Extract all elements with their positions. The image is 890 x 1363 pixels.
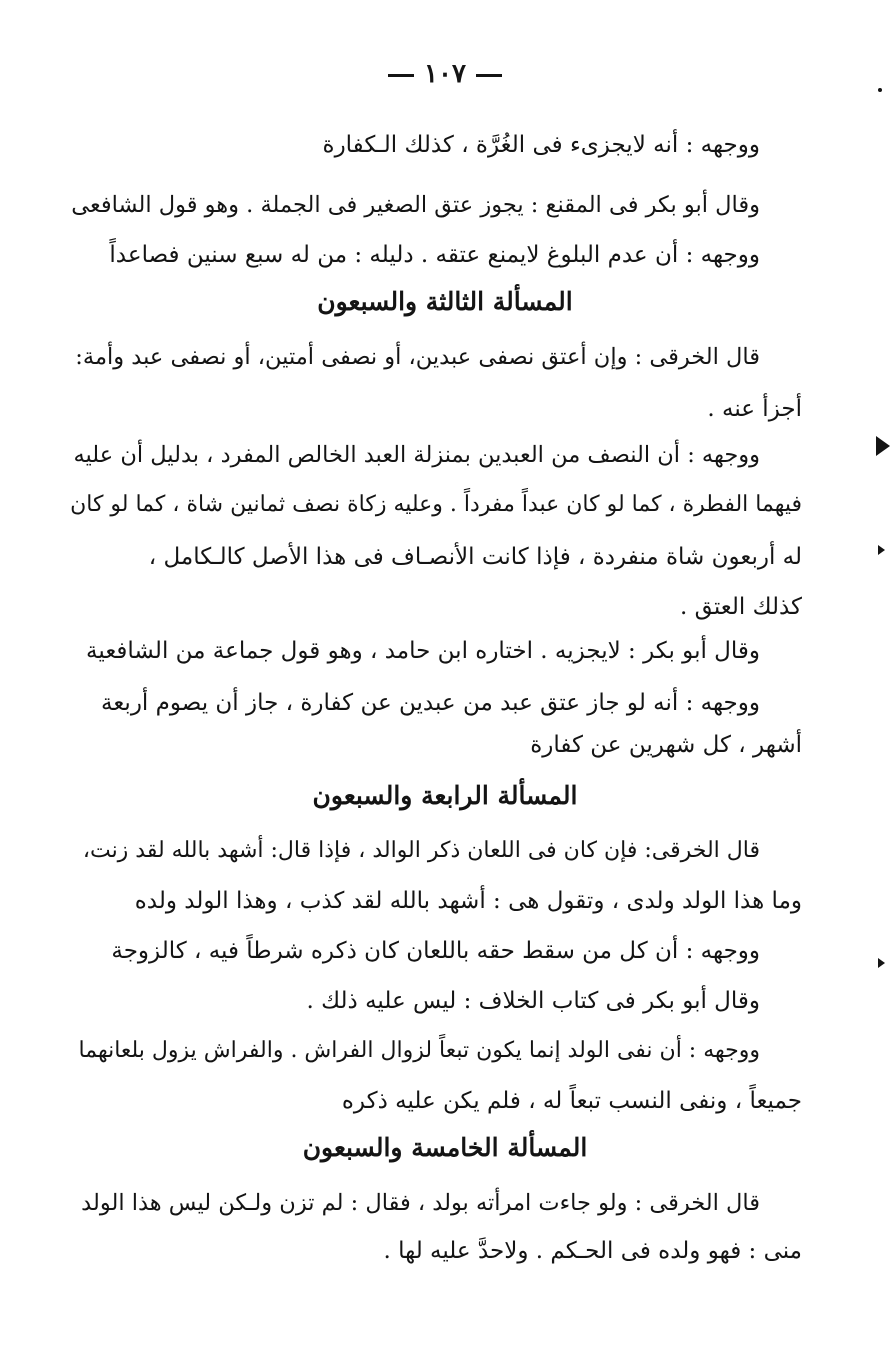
page-number-dash-left [388, 74, 414, 77]
text-line: ووجهه : أنه لو جاز عتق عبد من عبدين عن كفارة ، جاز أن يصوم أربعة [101, 690, 760, 716]
margin-small-mark [878, 545, 885, 555]
text-line: وقال أبو بكر فى المقنع : يجوز عتق الصغير فى الجملة . وهو قول الشافعى [71, 192, 760, 218]
text-line: أجزأ عنه . [707, 396, 802, 422]
text-line: قال الخرقى: فإن كان فى اللعان ذكر الوالد ، فإذا قال: أشهد بالله لقد زنت، [82, 838, 760, 863]
margin-dot [878, 88, 882, 92]
text-line: جميعاً ، ونفى النسب تبعاً له ، فلم يكن عليه ذكره [341, 1088, 802, 1114]
page-number-dash-right [476, 74, 502, 77]
page-number [0, 58, 890, 90]
text-line: ووجهه : أن عدم البلوغ لايمنع عتقه . دليله : من له سبع سنين فصاعداً [109, 242, 760, 268]
text-line: فيهما الفطرة ، كما لو كان عبداً مفرداً . وعليه زكاة نصف ثمانين شاة ، كما لو كان [70, 492, 802, 517]
text-line: وقال أبو بكر : لايجزيه . اختاره ابن حامد ، وهو قول جماعة من الشافعية [86, 638, 760, 664]
margin-arrow-mark [876, 436, 890, 456]
text-line: له أربعون شاة منفردة ، فإذا كانت الأنصـاف فى هذا الأصل كالـكامل ، [148, 544, 802, 570]
section-heading: المسألة الثالثة والسبعون [317, 287, 573, 316]
section-heading: المسألة الرابعة والسبعون [312, 781, 578, 810]
text-line: وما هذا الولد ولدى ، وتقول هى : أشهد بالله لقد كذب ، وهذا الولد ولده [134, 888, 802, 914]
text-line: ووجهه : أن نفى الولد إنما يكون تبعاً لزوال الفراش . والفراش يزول بلعانهما [78, 1038, 760, 1063]
text-line: قال الخرقى : ولو جاءت امرأته بولد ، فقال : لم تزن ولـكن ليس هذا الولد [81, 1190, 760, 1216]
text-line: كذلك العتق . [680, 594, 802, 620]
text-line: قال الخرقى : وإن أعتق نصفى عبدين، أو نصفى أمتين، أو نصفى عبد وأمة: [75, 344, 760, 370]
text-line: ووجهه : أنه لايجزىء فى الغُرَّة ، كذلك الـكفارة [322, 132, 760, 158]
text-line: وقال أبو بكر فى كتاب الخلاف : ليس عليه ذلك . [306, 988, 760, 1014]
text-line: أشهر ، كل شهرين عن كفارة [530, 732, 802, 758]
section-heading: المسألة الخامسة والسبعون [302, 1133, 588, 1162]
page-number-text: ١٠٧ [424, 59, 466, 89]
text-line: منى : فهو ولده فى الحـكم . ولاحدَّ عليه لها . [383, 1238, 802, 1264]
margin-small-mark [878, 958, 885, 968]
text-line: ووجهه : أن كل من سقط حقه باللعان كان ذكره شرطاً فيه ، كالزوجة [111, 938, 760, 964]
text-line: ووجهه : أن النصف من العبدين بمنزلة العبد الخالص المفرد ، بدليل أن عليه [73, 442, 760, 468]
